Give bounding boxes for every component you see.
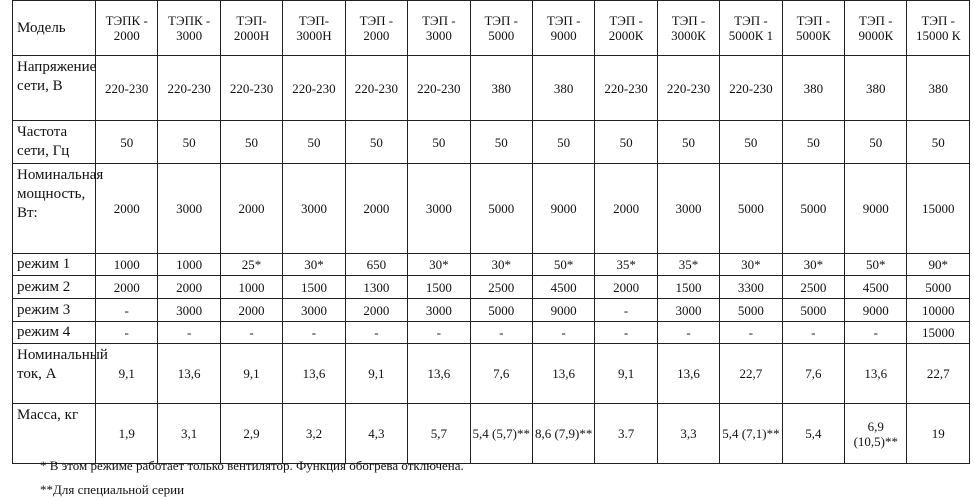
table-cell: 30* <box>782 254 844 276</box>
table-cell: 9,1 <box>96 344 158 404</box>
table-cell: 10000 <box>907 299 970 322</box>
table-cell: - <box>470 322 532 344</box>
table-row <box>13 121 970 164</box>
table-cell: 3,2 <box>283 404 345 464</box>
table-cell: 19 <box>907 404 970 464</box>
table-cell: 1000 <box>158 254 220 276</box>
table-cell: 30* <box>408 254 470 276</box>
table-cell: 13,6 <box>283 344 345 404</box>
table-cell: 5000 <box>470 299 532 322</box>
table-cell: 50 <box>907 121 970 164</box>
table-cell: 220-230 <box>345 56 407 121</box>
row-label: Напряжение сети, В <box>13 56 96 121</box>
table-cell: - <box>220 322 282 344</box>
table-cell: 8,6 (7,9)** <box>532 404 594 464</box>
table-cell: 3.7 <box>595 404 657 464</box>
table-cell: 50* <box>532 254 594 276</box>
table-cell: 380 <box>782 56 844 121</box>
table-cell: - <box>408 322 470 344</box>
table-cell: 13,6 <box>845 344 907 404</box>
table-cell: 380 <box>845 56 907 121</box>
table-cell: 3000 <box>657 299 719 322</box>
table-cell: 1,9 <box>96 404 158 464</box>
table-cell: 220-230 <box>408 56 470 121</box>
table-row <box>13 254 970 276</box>
table-cell: 5000 <box>720 299 782 322</box>
table-cell: 5000 <box>782 164 844 254</box>
table-cell: 90* <box>907 254 970 276</box>
model-header: ТЭП - 9000К <box>845 1 907 56</box>
table-cell: - <box>845 322 907 344</box>
table-cell: - <box>532 322 594 344</box>
table-cell: 50 <box>782 121 844 164</box>
table-cell: 2500 <box>782 276 844 299</box>
table-cell: 9000 <box>845 299 907 322</box>
table-row <box>13 404 970 464</box>
model-header: ТЭП - 5000К 1 <box>720 1 782 56</box>
table-cell: 50 <box>595 121 657 164</box>
table-cell: 2000 <box>220 299 282 322</box>
table-cell: 3000 <box>408 164 470 254</box>
table-cell: 2000 <box>345 164 407 254</box>
model-header: ТЭП - 9000 <box>532 1 594 56</box>
header-row <box>13 1 970 56</box>
table-cell: - <box>345 322 407 344</box>
table-row <box>13 299 970 322</box>
table-cell: 650 <box>345 254 407 276</box>
table-cell: - <box>720 322 782 344</box>
table-cell: 50 <box>96 121 158 164</box>
table-cell: 2000 <box>595 164 657 254</box>
row-label: Номинальный ток, А <box>13 344 96 404</box>
table-cell: 2000 <box>345 299 407 322</box>
table-cell: 22,7 <box>907 344 970 404</box>
table-cell: 50* <box>845 254 907 276</box>
table-cell: 220-230 <box>158 56 220 121</box>
table-cell: 35* <box>657 254 719 276</box>
table-cell: 2000 <box>595 276 657 299</box>
specs-table <box>12 0 970 464</box>
table-cell: 3000 <box>657 164 719 254</box>
table-cell: 9,1 <box>220 344 282 404</box>
table-cell: 50 <box>220 121 282 164</box>
table-cell: 9,1 <box>595 344 657 404</box>
table-cell: 1300 <box>345 276 407 299</box>
table-cell: 13,6 <box>657 344 719 404</box>
table-cell: 5000 <box>470 164 532 254</box>
table-cell: 25* <box>220 254 282 276</box>
table-cell: 7,6 <box>782 344 844 404</box>
model-header: ТЭП - 15000 К <box>907 1 970 56</box>
table-cell: 50 <box>158 121 220 164</box>
table-cell: 220-230 <box>657 56 719 121</box>
table-cell: 1000 <box>96 254 158 276</box>
table-cell: 4,3 <box>345 404 407 464</box>
table-cell: 30* <box>720 254 782 276</box>
table-cell: 3,1 <box>158 404 220 464</box>
table-cell: 6,9 (10,5)** <box>845 404 907 464</box>
table-cell: 50 <box>657 121 719 164</box>
table-cell: 3000 <box>283 164 345 254</box>
table-cell: 220-230 <box>720 56 782 121</box>
footnote-2: **Для специальной серии <box>40 482 185 497</box>
table-cell: - <box>595 299 657 322</box>
table-cell: 30* <box>283 254 345 276</box>
table-cell: 50 <box>470 121 532 164</box>
table-cell: 4500 <box>845 276 907 299</box>
table-cell: 220-230 <box>595 56 657 121</box>
model-header: ТЭП- 2000Н <box>220 1 282 56</box>
model-header: ТЭПК - 2000 <box>96 1 158 56</box>
table-cell: 3300 <box>720 276 782 299</box>
table-cell: 4500 <box>532 276 594 299</box>
table-cell: 220-230 <box>96 56 158 121</box>
table-cell: 9,1 <box>345 344 407 404</box>
table-cell: 50 <box>345 121 407 164</box>
table-row <box>13 322 970 344</box>
table-cell: 9000 <box>532 299 594 322</box>
table-cell: 380 <box>470 56 532 121</box>
table-cell: 13,6 <box>532 344 594 404</box>
table-cell: 5,7 <box>408 404 470 464</box>
table-cell: 3000 <box>158 299 220 322</box>
table-cell: 50 <box>532 121 594 164</box>
table-cell: - <box>782 322 844 344</box>
table-cell: 3000 <box>283 299 345 322</box>
table-cell: 380 <box>532 56 594 121</box>
table-cell: 1500 <box>408 276 470 299</box>
table-cell: 220-230 <box>283 56 345 121</box>
table-cell: 5000 <box>907 276 970 299</box>
model-header: ТЭП - 2000 <box>345 1 407 56</box>
table-cell: - <box>96 322 158 344</box>
model-header: ТЭП - 5000К <box>782 1 844 56</box>
table-cell: 22,7 <box>720 344 782 404</box>
table-cell: 50 <box>408 121 470 164</box>
table-cell: 50 <box>845 121 907 164</box>
table-cell: - <box>283 322 345 344</box>
table-cell: 2500 <box>470 276 532 299</box>
table-row <box>13 164 970 254</box>
model-header: ТЭПК - 3000 <box>158 1 220 56</box>
row-label: Модель <box>13 1 96 56</box>
table-cell: 30* <box>470 254 532 276</box>
table-cell: 5,4 <box>782 404 844 464</box>
table-cell: - <box>657 322 719 344</box>
table-cell: 13,6 <box>158 344 220 404</box>
table-cell: 2000 <box>96 164 158 254</box>
table-cell: 35* <box>595 254 657 276</box>
row-label: режим 1 <box>13 254 96 276</box>
table-cell: 50 <box>283 121 345 164</box>
table-cell: - <box>158 322 220 344</box>
table-cell: 1000 <box>220 276 282 299</box>
table-row <box>13 276 970 299</box>
table-cell: 3000 <box>158 164 220 254</box>
table-cell: 3,3 <box>657 404 719 464</box>
row-label: Масса, кг <box>13 404 96 464</box>
table-cell: 13,6 <box>408 344 470 404</box>
table-cell: 3000 <box>408 299 470 322</box>
model-header: ТЭП- 3000Н <box>283 1 345 56</box>
row-label: Номинальная мощность, Вт: <box>13 164 96 254</box>
model-header: ТЭП - 2000К <box>595 1 657 56</box>
row-label: Частота сети, Гц <box>13 121 96 164</box>
table-cell: 5000 <box>720 164 782 254</box>
row-label: режим 3 <box>13 299 96 322</box>
table-cell: 15000 <box>907 164 970 254</box>
table-cell: 5000 <box>782 299 844 322</box>
table-cell: 1500 <box>283 276 345 299</box>
row-label: режим 2 <box>13 276 96 299</box>
table-cell: 2,9 <box>220 404 282 464</box>
table-cell: 9000 <box>532 164 594 254</box>
table-cell: 380 <box>907 56 970 121</box>
table-cell: 1500 <box>657 276 719 299</box>
model-header: ТЭП - 5000 <box>470 1 532 56</box>
table-row <box>13 56 970 121</box>
table-cell: 220-230 <box>220 56 282 121</box>
footnote-1: * В этом режиме работает только вентилятор. Функция обогрева отключена. <box>40 458 464 473</box>
table-row <box>13 344 970 404</box>
row-label: режим 4 <box>13 322 96 344</box>
table-cell: 5,4 (7,1)** <box>720 404 782 464</box>
table-cell: 50 <box>720 121 782 164</box>
table-cell: - <box>595 322 657 344</box>
table-cell: 2000 <box>158 276 220 299</box>
table-cell: 9000 <box>845 164 907 254</box>
table-cell: 2000 <box>96 276 158 299</box>
table-cell: - <box>96 299 158 322</box>
model-header: ТЭП - 3000 <box>408 1 470 56</box>
table-cell: 5,4 (5,7)** <box>470 404 532 464</box>
table-cell: 2000 <box>220 164 282 254</box>
table-cell: 7,6 <box>470 344 532 404</box>
model-header: ТЭП - 3000К <box>657 1 719 56</box>
table-cell: 15000 <box>907 322 970 344</box>
